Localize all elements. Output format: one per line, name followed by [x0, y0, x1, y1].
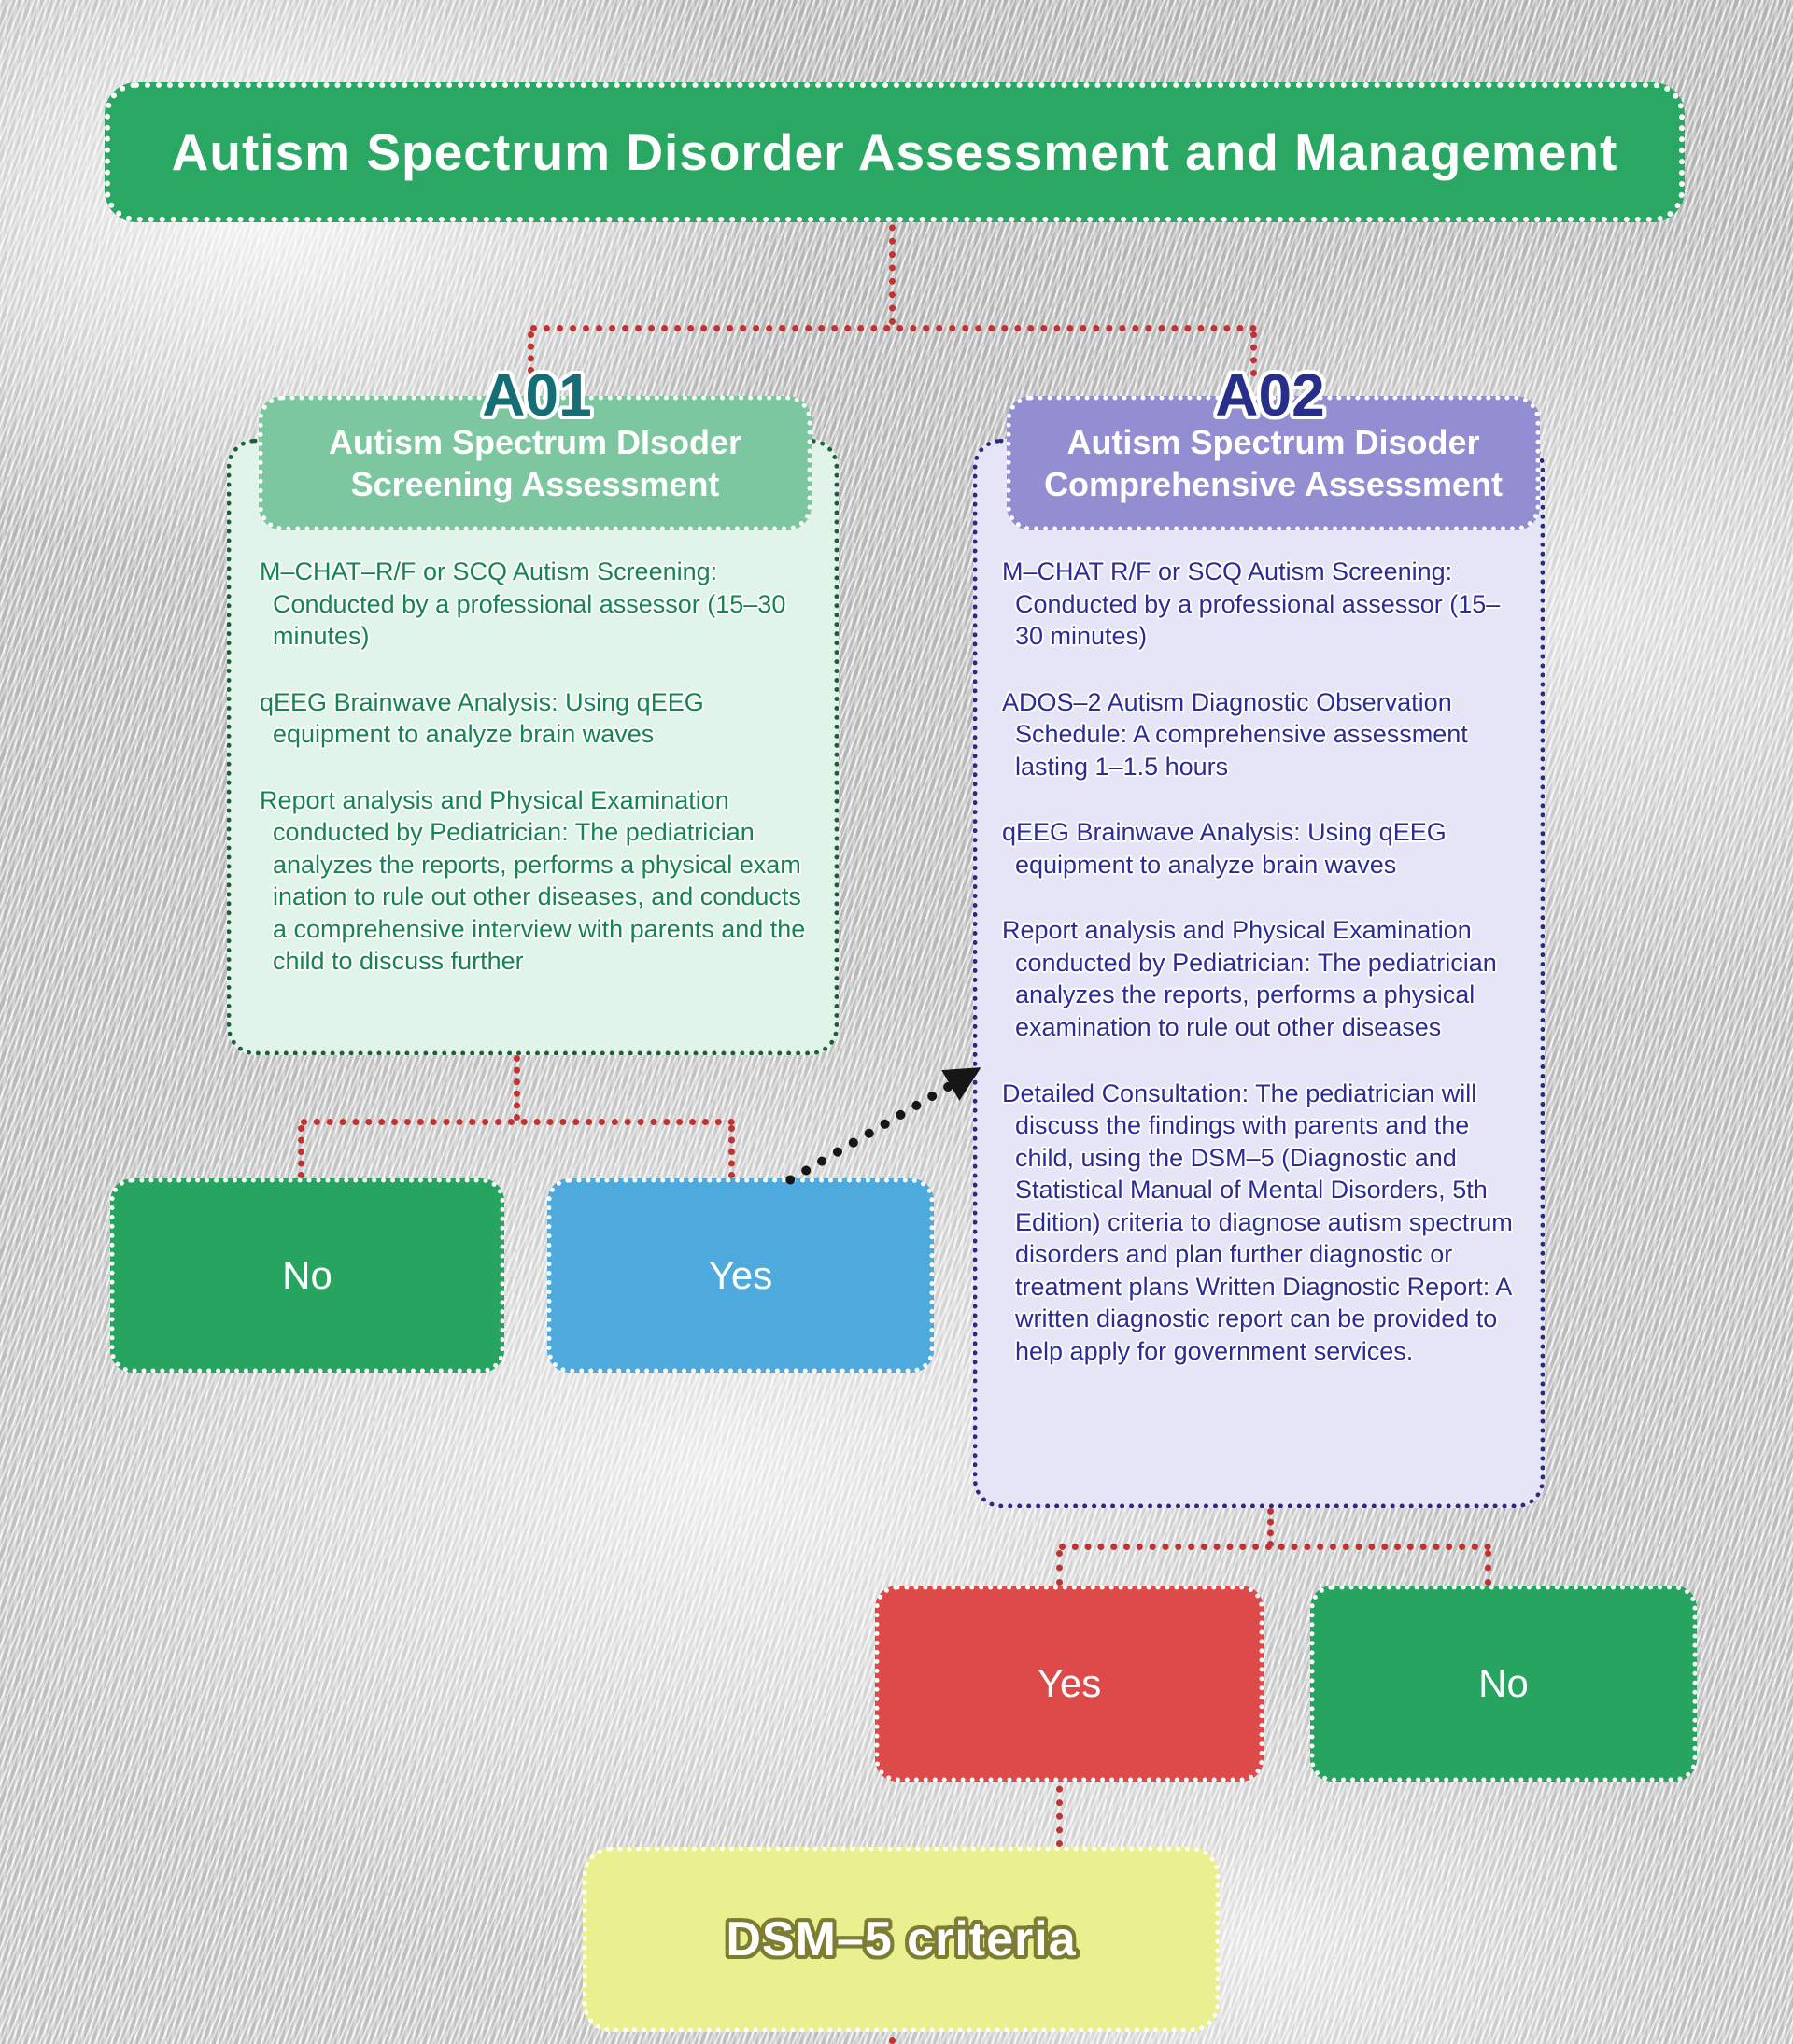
a01-paragraph: qEEG Brainwave Analysis: Using qEEG equipment to analyze brain waves: [260, 687, 704, 749]
connector-to-no1: [298, 1125, 304, 1178]
screening-yes-label: Yes: [708, 1253, 773, 1297]
comprehensive-no-label: No: [1478, 1661, 1529, 1705]
title-banner: [105, 82, 1685, 222]
dsm5-criteria-box: [583, 1847, 1220, 2032]
a02-paragraph: Detailed Consultation: The pediatrician will discuss the findings with parents and the child, using the DSM–5 (Diagnostic and Statistical Manual of Mental Disorders, 5th Edition) criteria to diagnose autism spectrum disorders and plan further diagnostic or treatment plans Written Diagnostic Report: A written diagnostic report can be provided to help apply for government services.: [1002, 1078, 1513, 1365]
a02-paragraph: qEEG Brainwave Analysis: Using qEEG equipment to analyze brain waves: [1002, 818, 1447, 879]
a01-paragraph: M–CHAT–R/F or SCQ Autism Screening: Conducted by a professional assessor (15–30 minutes): [260, 557, 786, 651]
connector-a02-down: [1267, 1508, 1274, 1547]
screening-no-label: No: [282, 1253, 332, 1297]
connector-title-split: [530, 325, 1257, 331]
a02-code-label: A02: [1215, 361, 1325, 429]
dsm5-criteria-label: DSM–5 criteria: [726, 1912, 1077, 1966]
connector-a01-down: [514, 1055, 520, 1121]
comprehensive-yes-label: Yes: [1037, 1661, 1102, 1705]
connector-a01-split: [301, 1119, 735, 1125]
a02-body-box: [973, 439, 1545, 1508]
a02-paragraph: ADOS–2 Autism Diagnostic Observation Schedule: A comprehensive assessment lasting 1–1.5 hours: [1002, 687, 1468, 781]
a02-paragraph: Report analysis and Physical Examination conducted by Pediatrician: The pediatrician analyzes the reports, performs a physical examination to rule out other diseases: [1002, 916, 1497, 1042]
connector-a02-split: [1059, 1544, 1491, 1550]
a01-paragraph: Report analysis and Physical Examination conducted by Pediatrician: The pediatrician analyzes the reports, performs a physical exam ination to rule out other diseases, and conducts a comprehensive interview with parents and the child to discuss further: [260, 785, 806, 976]
a01-body-box: [227, 439, 839, 1055]
connector-yes2-down: [1056, 1772, 1063, 1847]
a02-header-text: Autism Spectrum Disoder Comprehensive Assessment: [1044, 423, 1503, 503]
screening-yes-box: [547, 1178, 934, 1373]
a02-paragraph: M–CHAT R/F or SCQ Autism Screening: Conducted by a professional assessor (15–30 minutes): [1002, 557, 1501, 651]
comprehensive-yes-box: [875, 1586, 1264, 1782]
connector-to-no2: [1485, 1550, 1491, 1586]
comprehensive-no-box: [1310, 1586, 1697, 1782]
screening-no-box: [110, 1178, 504, 1373]
connector-to-yes2: [1056, 1550, 1063, 1586]
connector-to-yes1: [728, 1125, 735, 1178]
a01-code-label: A01: [482, 361, 592, 429]
a01-header-text: Autism Spectrum DIsoder Screening Assessment: [328, 423, 742, 503]
title-text: Autism Spectrum Disorder Assessment and Management: [171, 123, 1618, 181]
connector-title-down: [889, 211, 896, 325]
